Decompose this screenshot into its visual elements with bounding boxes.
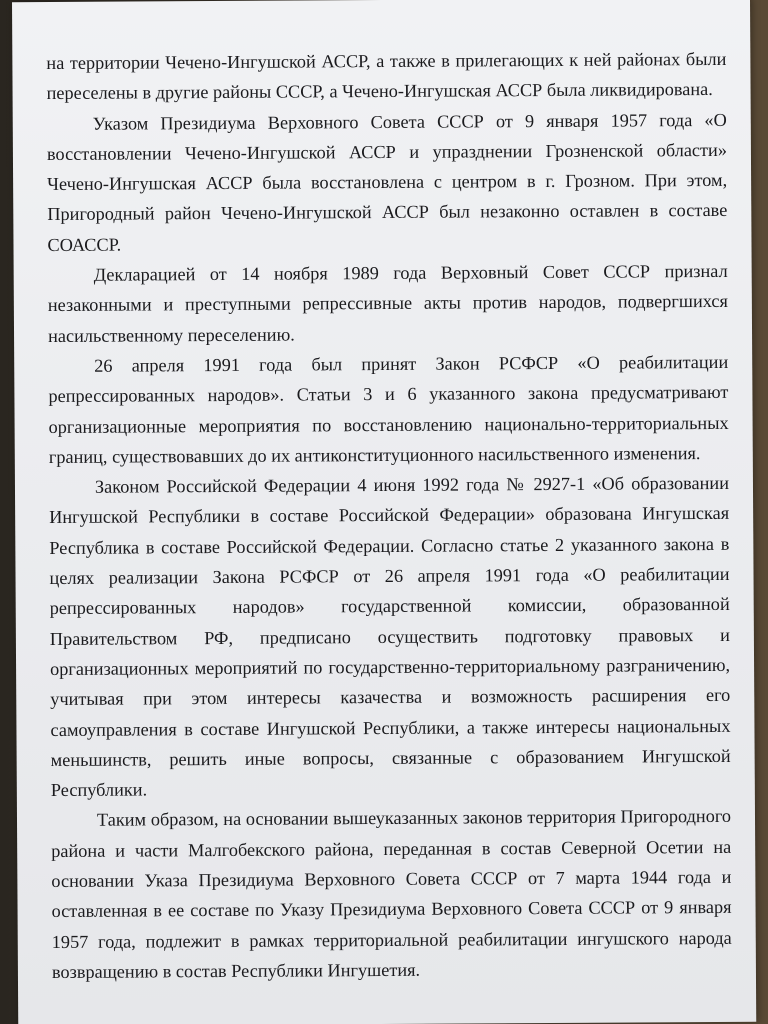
paper-sheet bbox=[12, 0, 756, 1024]
paragraph-declaration-1989: Декларацией от 14 ноября 1989 года Верховный Совет СССР признал незаконными и преступными репрессивные акты против народов, подвергшихся насильственному переселению. bbox=[47, 260, 728, 346]
paragraph-law-1992: Законом Российской Федерации 4 июня 1992 года № 2927-1 «Об образовании Ингушской Республики в составе Российской Федерации» образована Ингушская Республика в составе Российской Федерации. Согласно статье 2 указанного закона в целях реализации Закона РСФСР от 26 апреля 1991 года «О реабилитации репрессированных народов» государственной комиссии, образованной Правительством РФ, предписано осуществить подготовку правовых и организационных мероприятий по государственно-территориальному разграничению, учитывая при этом интересы казачества и возможность расширения его самоуправления в составе Ингушской Республики, а также интересы национальных меньшинств, решить иные вопросы, связанные с образованием Ингушской Республики. bbox=[49, 473, 731, 801]
paragraph-conclusion: Таким образом, на основании вышеуказанных законов территория Пригородного района и части Малгобекского района, переданная в состав Северной Осетии на основании Указа Президиума Верховного Совета СССР от 7 марта 1944 года и оставленная в ее составе по Указу Президиума Верховного Совета СССР от 9 января 1957 года, подлежит в рамках территориальной реабилитации ингушского народа возвращению в состав Республики Ингушетия. bbox=[51, 806, 732, 982]
paragraph-continuation: на территории Чечено-Ингушской АССР, а также в прилегающих к ней районах были переселены в другие районы СССР, а Чечено-Ингушская АССР была ликвидирована. bbox=[46, 48, 727, 104]
paragraph-law-1991: 26 апреля 1991 года был принят Закон РСФСР «О реабилитации репрессированных народов». Статьи 3 и 6 указанного закона предусматривают организационные мероприятия по восстановлению национально-территориальных границ, существовавших до их антиконституционного насильственного изменения. bbox=[48, 351, 729, 467]
paragraph-decree-1957: Указом Президиума Верховного Совета СССР от 9 января 1957 года «О восстановлении Чечено-Ингушской АССР и упразднении Грозненской области» Чечено-Ингушская АССР была восстановлена с центром в г. Грозном. При этом, Пригородный район Чечено-Ингушской АССР был незаконно оставлен в составе СОАССР. bbox=[46, 109, 728, 255]
document-body bbox=[46, 44, 732, 987]
